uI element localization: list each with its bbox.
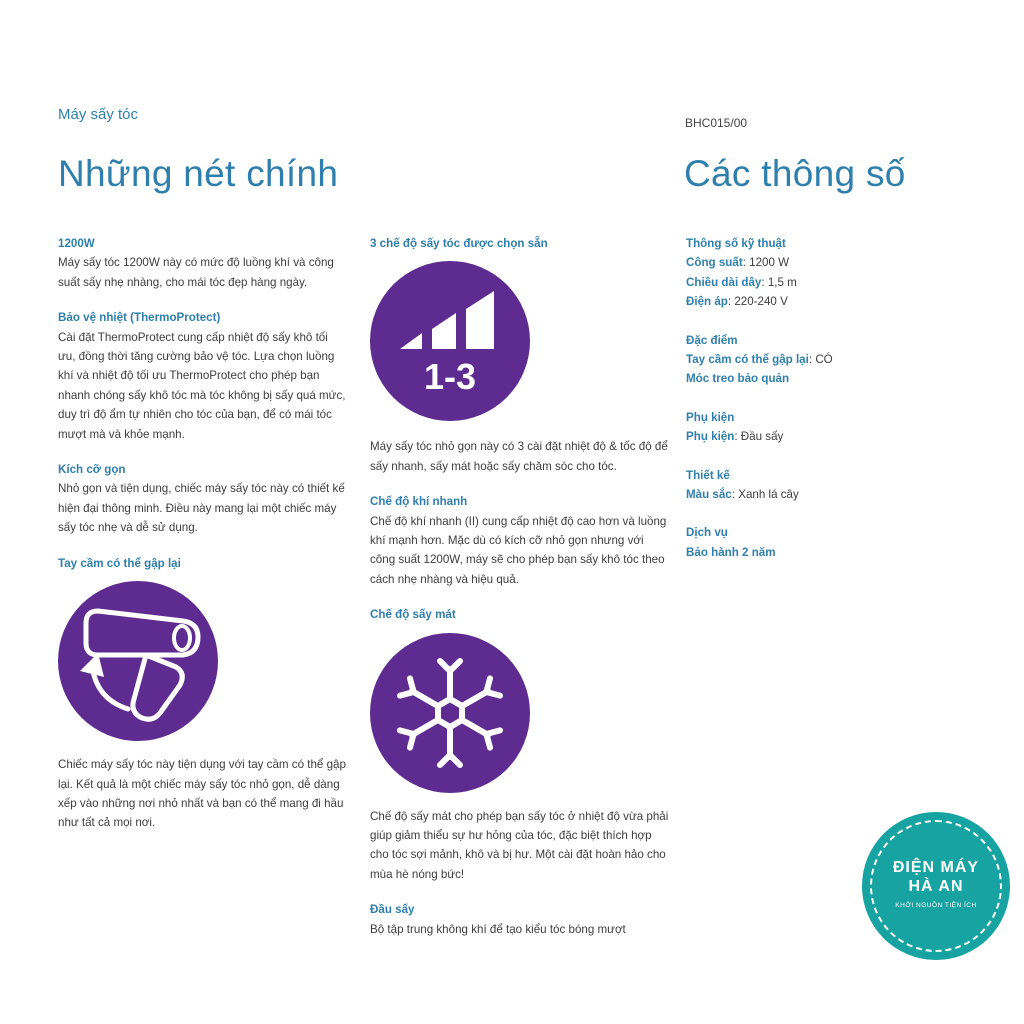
spec-row: Màu sắc: Xanh lá cây	[686, 488, 799, 502]
category-label: Máy sấy tóc	[58, 106, 139, 123]
feature-heading: Đầu sấy	[370, 903, 415, 917]
spec-group-heading: Thông số kỹ thuật	[686, 237, 786, 250]
spec-key: Điện áp	[686, 295, 728, 309]
feature-heading: Chế độ sấy mát	[370, 608, 456, 622]
feature-heading: Chế độ khí nhanh	[370, 495, 468, 509]
spec-group-accessories	[686, 408, 916, 447]
feature-compact-size	[58, 460, 348, 538]
spec-group-heading: Phụ kiện	[686, 410, 735, 424]
spec-row: Công suất: 1200 W	[686, 256, 790, 270]
feature-fast-air	[370, 492, 670, 589]
features-column-middle	[370, 234, 670, 955]
spec-group-features	[686, 331, 916, 389]
spec-key: Móc treo bảo quản	[686, 372, 790, 386]
feature-heading: Bảo vệ nhiệt (ThermoProtect)	[58, 311, 221, 325]
feature-text: Chế độ sấy mát cho phép bạn sấy tóc ở nhiệt độ vừa phải giúp giảm thiểu sự hư hỏng của tóc, đặc biệt thích hợp cho tóc sợi mảnh, khô và bị hư. Một cài đặt hoàn hảo cho mùa hè nóng bức!	[370, 809, 669, 881]
feature-text: Máy sấy tóc 1200W này có mức độ luồng khí và công suất sấy nhẹ nhàng, cho mái tóc đẹp hàng ngày.	[58, 256, 334, 289]
badge-line1: ĐIỆN MÁY	[892, 859, 980, 876]
spec-row	[686, 543, 916, 562]
spec-group-heading: Đặc điểm	[686, 333, 738, 347]
spec-value: 220-240 V	[734, 295, 788, 309]
feature-cool-mode	[370, 605, 670, 884]
model-number: BHC015/00	[685, 116, 748, 130]
feature-thermoprotect	[58, 308, 348, 444]
feature-text: Máy sấy tóc nhỏ gọn này có 3 cài đặt nhiệt độ & tốc độ để sấy nhanh, sấy mát hoặc sấy chăm sóc cho tóc.	[370, 440, 668, 473]
spec-key: Chiều dài dây	[686, 275, 762, 289]
specs-column	[686, 234, 916, 581]
spec-value: 1200 W	[749, 256, 790, 270]
spec-group-service	[686, 523, 916, 562]
feature-text: Chiếc máy sấy tóc này tiện dụng với tay cầm có thể gập lại. Kết quả là một chiếc máy sấy tóc nhỏ gọn, dễ dàng xếp vào những nơi nhỏ nhất và bạn có thể mang đi hầu như tất cả mọi nơi.	[58, 758, 346, 830]
folding-dryer-icon	[58, 581, 218, 741]
specs-title: Các thông số	[684, 153, 906, 194]
snowflake-icon	[370, 633, 530, 793]
feature-heading: 1200W	[58, 237, 95, 250]
feature-folding-handle	[58, 554, 348, 833]
feature-text: Cài đặt ThermoProtect cung cấp nhiệt độ sấy khô tối ưu, đồng thời tăng cường bảo vệ tóc. Lựa chọn luồng khí và nhiệt độ tối ưu ThermoProtect cho phép bạn nhanh chóng sấy khô tóc mà tóc không bị sấy quá mức, duy trì độ ẩm tự nhiên cho tóc của bạn, để có mái tóc mượt mà và khỏe mạnh.	[58, 330, 346, 441]
speed-range-label: 1-3	[423, 356, 477, 398]
spec-row: Điện áp: 220-240 V	[686, 295, 788, 309]
feature-3-settings	[370, 234, 670, 476]
feature-text: Nhỏ gọn và tiện dụng, chiếc máy sấy tóc này có thiết kế hiện đại thông minh. Điều này mang lại một chiếc máy sấy tóc nhẹ và dễ sử dụng.	[58, 482, 345, 535]
feature-heading: Tay cầm có thể gập lại	[58, 556, 181, 570]
feature-nozzle	[370, 900, 670, 939]
spec-key: Màu sắc	[686, 488, 732, 502]
badge-tagline: KHỞI NGUỒN TIỆN ÍCH	[895, 902, 977, 909]
badge-line2: HÀ AN	[908, 878, 964, 895]
store-badge	[862, 812, 1010, 960]
spec-value: Đầu sấy	[740, 430, 784, 444]
spec-value: 1,5 m	[767, 275, 797, 289]
spec-group-technical	[686, 234, 916, 312]
feature-heading: 3 chế độ sấy tóc được chọn sẵn	[370, 237, 548, 250]
feature-text: Bộ tập trung không khí để tạo kiểu tóc bóng mượt	[370, 922, 626, 936]
spec-row: Tay cầm có thể gập lại: CÓ	[686, 353, 833, 367]
spec-key: Bảo hành 2 năm	[686, 545, 776, 559]
spec-group-design	[686, 466, 916, 505]
spec-group-heading: Thiết kế	[686, 468, 730, 482]
spec-row: Phụ kiện: Đầu sấy	[686, 430, 784, 444]
feature-1200w	[58, 234, 348, 292]
spec-key: Tay cầm có thể gập lại	[686, 353, 809, 367]
spec-value: CÓ	[815, 353, 833, 367]
spec-group-heading: Dịch vụ	[686, 526, 728, 540]
spec-key: Công suất	[686, 256, 743, 270]
feature-text: Chế độ khí nhanh (II) cung cấp nhiệt độ cao hơn và luồng khí mạnh hơn. Mặc dù có kích cỡ nhỏ gọn nhưng với công suất 1200W, máy sẽ cho phép bạn sấy khô tóc theo cách nhẹ nhàng và hiệu quả.	[370, 514, 667, 586]
spec-value: Xanh lá cây	[738, 488, 799, 502]
features-column-left	[58, 234, 348, 849]
spec-row	[686, 369, 916, 388]
features-title: Những nét chính	[58, 153, 339, 194]
feature-heading: Kích cỡ gọn	[58, 463, 126, 477]
spec-key: Phụ kiện	[686, 430, 735, 444]
spec-row: Chiều dài dây: 1,5 m	[686, 275, 797, 289]
speed-bars-icon	[370, 261, 530, 421]
